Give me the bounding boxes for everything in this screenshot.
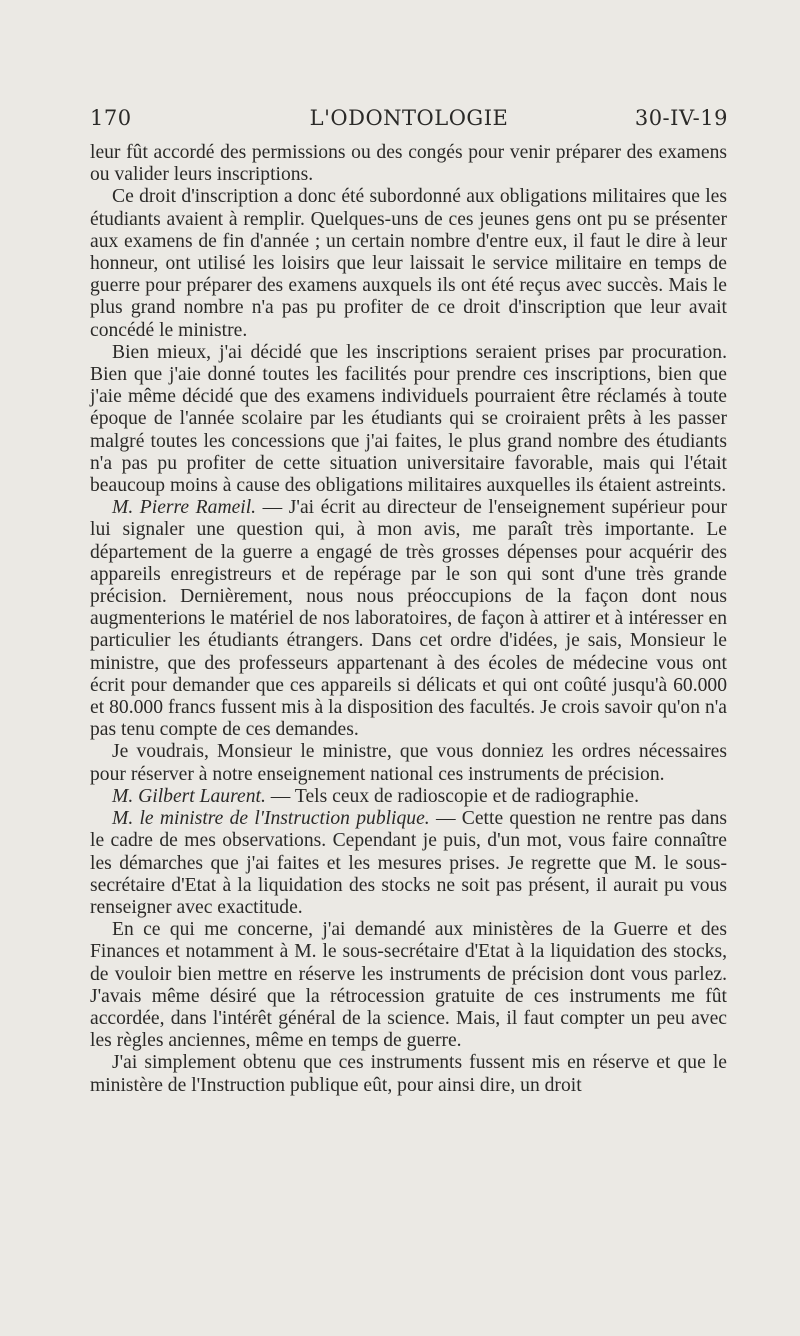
paragraph-text: — Cette question ne rentre pas dans le cadre de mes observations. Cependant je puis, d'un mot, vous faire connaître les démarches que j'ai faites et les mesures prises. Je regrette que M. le sous-secrétaire d'Etat à la liquidation des stocks ne soit pas présent, il aurait pu vous renseigner avec exactitude. xyxy=(90,808,728,918)
speaker-name: M. le ministre de l'Instruction publique. xyxy=(112,808,430,830)
speaker-name: M. Gilbert Laurent. xyxy=(112,785,266,807)
page-number: 170 xyxy=(90,106,132,130)
paragraph xyxy=(90,142,727,186)
speaker-name: M. Pierre Rameil. xyxy=(112,497,257,519)
paragraph-text: Je voudrais, Monsieur le ministre, que vous donniez les ordres nécessaires pour réserver à notre enseignement national ces instruments de précision. xyxy=(90,741,727,785)
paragraph-text: leur fût accordé des permissions ou des congés pour venir préparer des examens ou valider leurs inscriptions. xyxy=(90,142,727,186)
paragraph-text: — J'ai écrit au directeur de l'enseignement supérieur pour lui signaler une question qui, à mon avis, me paraît très importante. Le département de la guerre a engagé de très grosses dépenses pour acquérir des appareils enregistreurs et de repérage par le son qui sont d'une très grande précision. Dernièrement, nous nous préoccupions de la façon dont nous augmenterions le matériel de nos laboratoires, de façon à attirer et à intéresser en particulier les étudiants étrangers. Dans cet ordre d'idées, je sais, Monsieur le ministre, que des professeurs appartenant à des écoles de médecine vous ont écrit pour demander que ces appareils si délicats et qui ont coûté jusqu'à 60.000 et 80.000 francs fussent mis à la disposition des facultés. Je crois savoir qu'on n'a pas tenu compte de ces demandes. xyxy=(90,497,727,741)
body-text xyxy=(90,142,727,1097)
paragraph xyxy=(90,1052,727,1096)
paragraph xyxy=(90,786,727,808)
paragraph xyxy=(90,497,727,741)
paragraph-text: En ce qui me concerne, j'ai demandé aux ministères de la Guerre et des Finances et notamment à M. le sous-secrétaire d'Etat à la liquidation des stocks, de vouloir bien mettre en réserve les instruments de précision dont vous parlez. J'avais même désiré que la rétrocession gratuite de ces instruments me fût accordée, dans l'intérêt général de la science. Mais, il faut compter un peu avec les règles anciennes, même en temps de guerre. xyxy=(90,919,727,1052)
paragraph-text: — Tels ceux de radioscopie et de radiographie. xyxy=(265,785,639,807)
paragraph xyxy=(90,808,727,919)
running-header xyxy=(90,106,728,136)
paragraph xyxy=(90,741,727,785)
paragraph-text: J'ai simplement obtenu que ces instruments fussent mis en réserve et que le ministère de l'Instruction publique eût, pour ainsi dire, un droit xyxy=(90,1052,727,1096)
paragraph xyxy=(90,186,727,341)
paragraph xyxy=(90,919,727,1052)
paragraph xyxy=(90,342,727,497)
issue-date: 30-IV-19 xyxy=(634,106,728,130)
paragraph-text: Bien mieux, j'ai décidé que les inscriptions seraient prises par procuration. Bien que j'aie donné toutes les facilités pour prendre ces inscriptions, bien que j'aie même décidé que des examens individuels pourraient être réclamés à toute époque de l'année scolaire par les étudiants qui se croiraient prêts à les passer malgré toutes les concessions que j'ai faites, le plus grand nombre des étudiants n'a pas pu profiter de cette situation universitaire favorable, mais qui l'était beaucoup moins à cause des obligations militaires auxquelles ils étaient astreints. xyxy=(90,341,727,497)
paragraph-text: Ce droit d'inscription a donc été subordonné aux obligations militaires que les étudiants avaient à remplir. Quelques-uns de ces jeunes gens ont pu se présenter aux examens de fin d'année ; un certain nombre d'entre eux, il faut le dire à leur honneur, ont utilisé les loisirs que leur laissait le service militaire en temps de guerre pour préparer des examens auxquels ils ont été reçus avec succès. Mais le plus grand nombre n'a pas pu profiter de ce droit d'inscription que leur avait concédé le ministre. xyxy=(90,186,727,341)
journal-title: L'ODONTOLOGIE xyxy=(309,106,509,130)
